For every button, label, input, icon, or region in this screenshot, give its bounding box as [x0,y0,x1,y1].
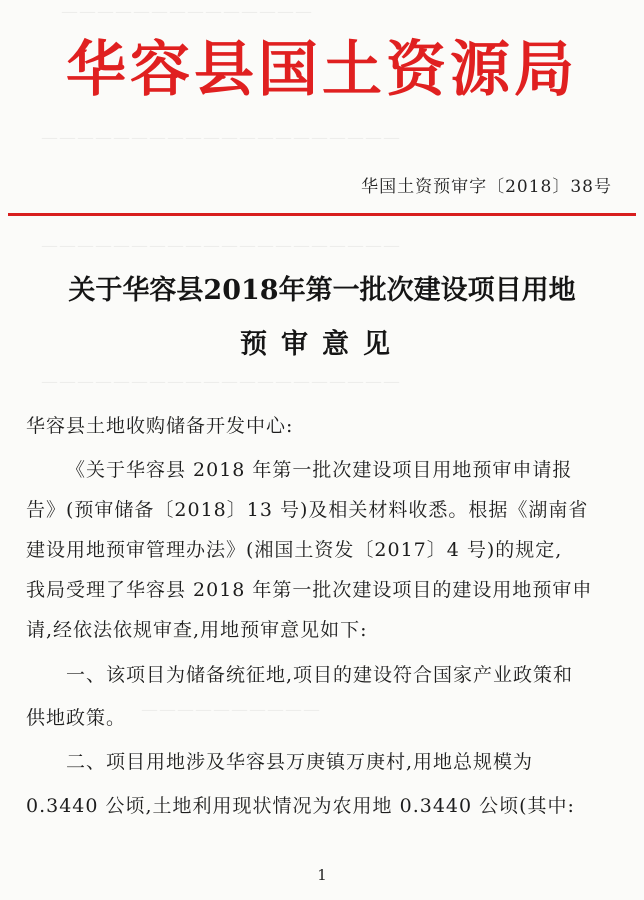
addressee: 华容县土地收购储备开发中心: [26,415,294,437]
body-line: 我局受理了华容县 2018 年第一批次建设项目的建设用地预审申 [26,579,593,601]
red-divider-line [8,213,636,216]
body-line: 《关于华容县 2018 年第一批次建设项目用地预审申请报 [66,459,573,481]
body-line: 告》(预审储备〔2018〕13 号)及相关材料收悉。根据《湖南省 [26,499,589,521]
reverse-side-bleed: —————————————— [60,2,312,22]
body-line: 供地政策。 [26,707,127,729]
reverse-side-bleed: ———————————————————— [40,236,400,256]
document-number: 华国土资预审字〔2018〕38号 [361,177,612,197]
body-line: 二、项目用地涉及华容县万庚镇万庚村,用地总规模为 [66,751,534,773]
issuing-organization-header: 华容县国土资源局 [66,35,578,105]
reverse-side-bleed: ———————————————————— [40,128,400,148]
reverse-side-bleed: ———————————————————— [40,372,400,392]
body-line: 一、该项目为储备统征地,项目的建设符合国家产业政策和 [66,664,574,686]
body-line: 请,经依法依规审查,用地预审意见如下: [26,619,368,641]
body-line: 0.3440 公顷,土地利用现状情况为农用地 0.3440 公顷(其中: [26,795,575,817]
page-number: 1 [317,866,327,884]
body-line: 建设用地预审管理办法》(湘国土资发〔2017〕4 号)的规定, [26,539,563,561]
reverse-side-bleed: —————————— [140,700,320,720]
document-title-line-1: 关于华容县2018年第一批次建设项目用地 [68,275,576,306]
document-title-line-2: 预审意见 [240,329,404,360]
